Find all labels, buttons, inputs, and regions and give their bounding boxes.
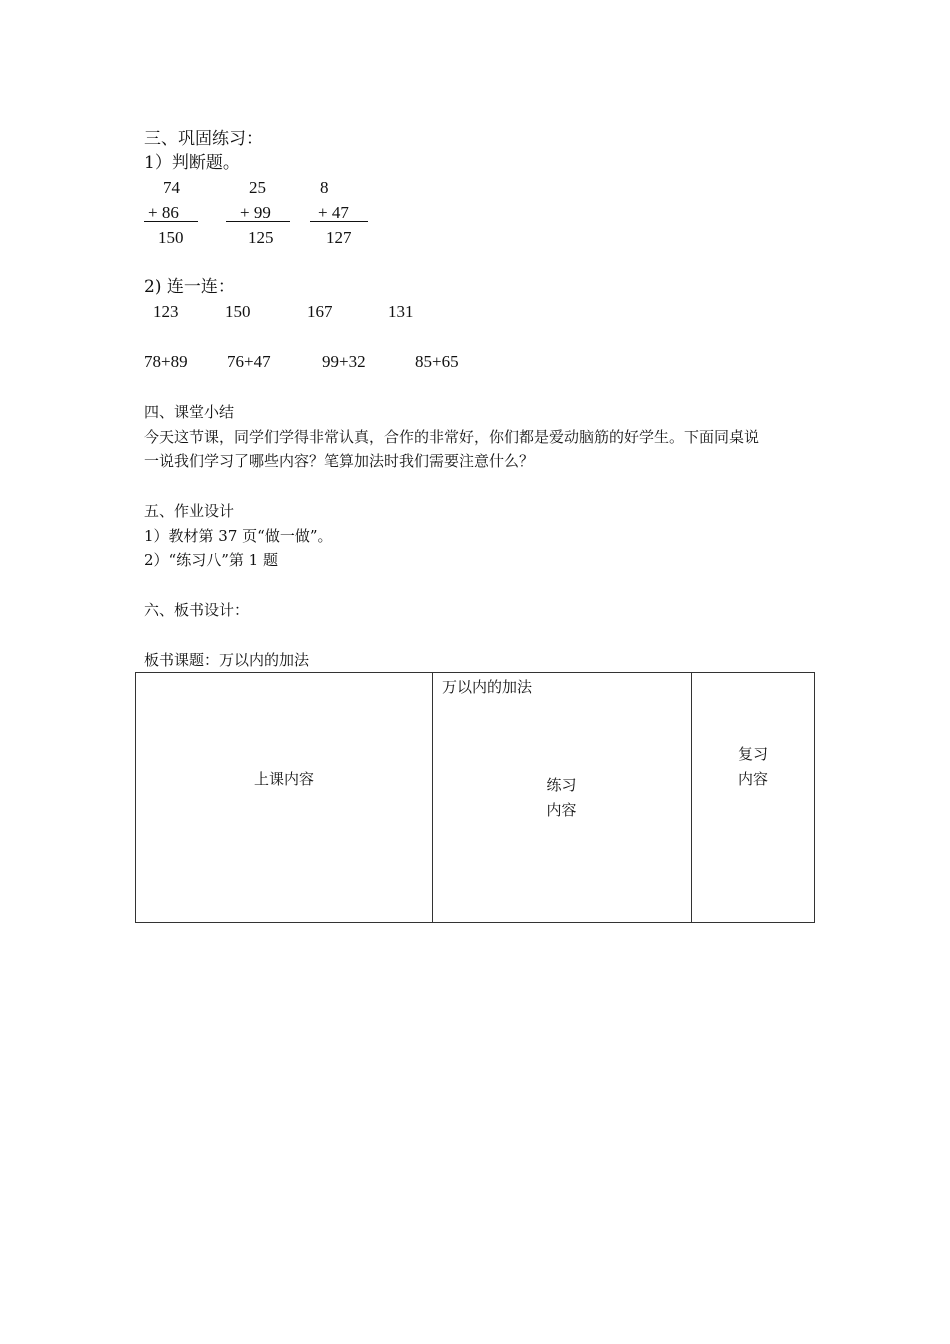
board-col2-label-line2: 内容 <box>546 801 577 819</box>
problem2-top: 25 <box>249 178 266 197</box>
section3-heading: 三、巩固练习： <box>144 129 263 149</box>
match-expression: 76+47 <box>227 352 271 371</box>
problem2-addend: + 99 <box>240 203 271 222</box>
board-col1-label: 上课内容 <box>253 770 314 788</box>
board-col2-label-line1: 练习 <box>546 776 577 794</box>
problem1-addend: + 86 <box>148 203 179 222</box>
problem3-result: 127 <box>326 228 352 247</box>
problem1-underline <box>144 221 198 222</box>
match-expression: 78+89 <box>144 352 188 371</box>
q2-title: 2) 连一连： <box>144 277 235 297</box>
board-col2-title: 万以内的加法 <box>442 678 533 696</box>
board-col3-label-line2: 内容 <box>737 770 768 788</box>
problem3-top: 8 <box>320 178 329 197</box>
board-title: 板书课题：万以内的加法 <box>144 651 310 669</box>
problem3-underline <box>310 221 368 222</box>
problem1-result: 150 <box>158 228 184 247</box>
match-expression: 85+65 <box>415 352 459 371</box>
problem3-addend: + 47 <box>318 203 349 222</box>
match-number: 131 <box>388 302 414 321</box>
summary-line-2: 一说我们学习了哪些内容？笔算加法时我们需要注意什么？ <box>144 452 535 470</box>
homework-item-1: 1）教材第 37 页“做一做”。 <box>144 527 333 545</box>
q1-title: 1）判断题。 <box>144 153 240 173</box>
section6-heading: 六、板书设计： <box>144 601 250 619</box>
problem2-underline <box>226 221 290 222</box>
match-number: 167 <box>307 302 333 321</box>
summary-line-1: 今天这节课，同学们学得非常认真，合作的非常好，你们都是爱动脑筋的好学生。下面同桌说 <box>144 428 760 446</box>
problem1-top: 74 <box>163 178 180 197</box>
column-divider <box>691 673 692 922</box>
board-design-table <box>135 672 815 923</box>
board-col3-label-line1: 复习 <box>737 745 768 763</box>
section4-heading: 四、课堂小结 <box>144 403 235 421</box>
section5-heading: 五、作业设计 <box>144 502 235 520</box>
problem2-result: 125 <box>248 228 274 247</box>
match-number: 150 <box>225 302 251 321</box>
homework-item-2: 2）“练习八”第 1 题 <box>144 551 278 569</box>
match-number: 123 <box>153 302 179 321</box>
match-expression: 99+32 <box>322 352 366 371</box>
